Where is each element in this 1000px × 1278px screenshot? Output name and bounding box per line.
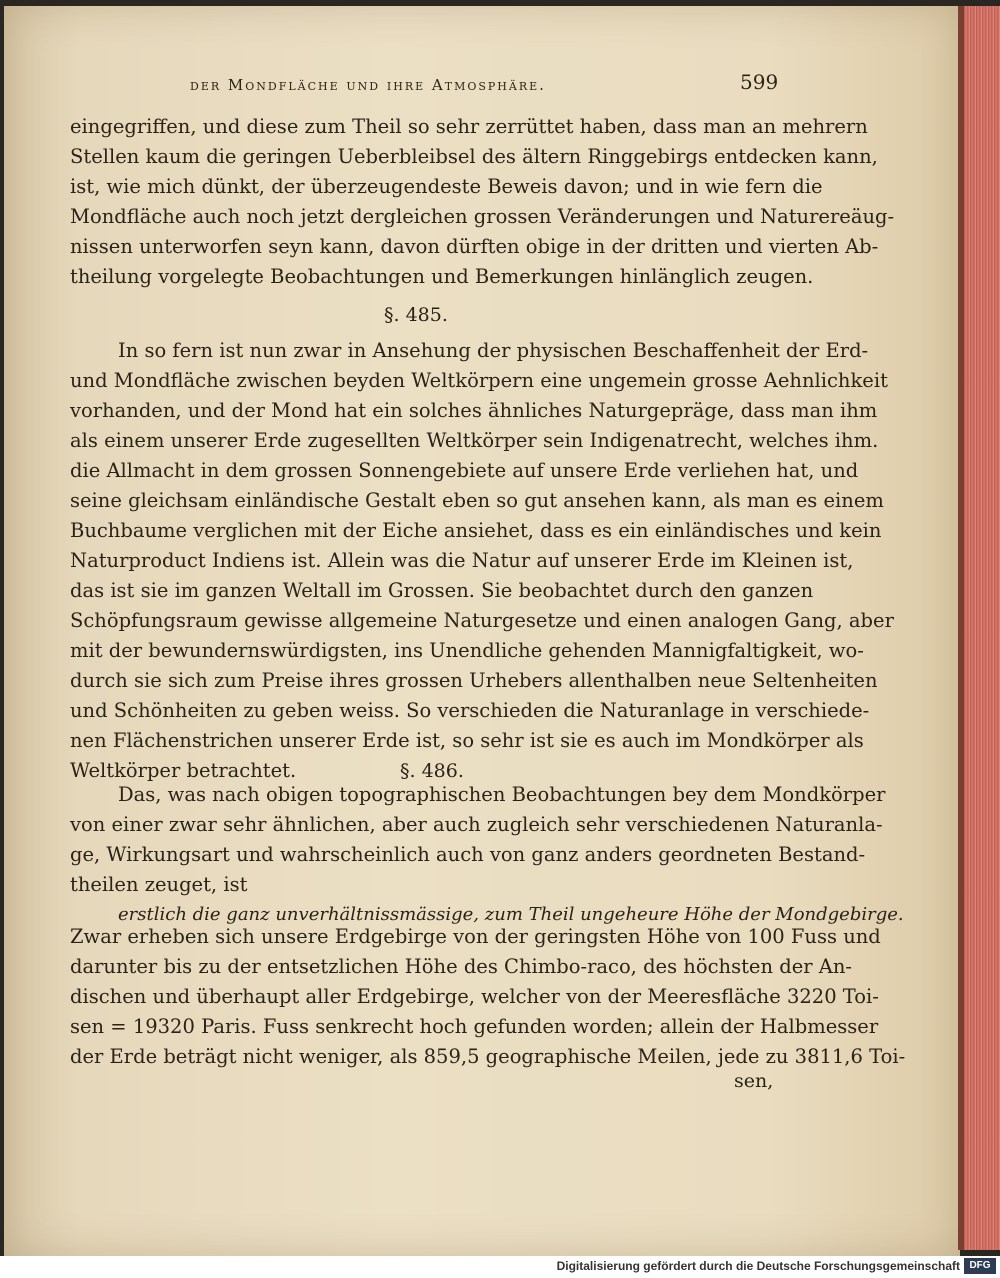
text-line: der Erde beträgt nicht weniger, als 859,5 geographische Meilen, jede zu 3811,6 Toi- xyxy=(70,1045,906,1068)
paragraph-486 xyxy=(70,780,886,900)
page-number: 599 xyxy=(740,70,779,94)
text-line: Zwar erheben sich unsere Erdgebirge von der geringsten Höhe von 100 Fuss und xyxy=(70,925,881,948)
paragraph-continuation xyxy=(70,112,895,292)
text-line: ge, Wirkungsart und wahrscheinlich auch von ganz anders geordneten Bestand- xyxy=(70,843,866,866)
footer-credit: Digitalisierung gefördert durch die Deutsche Forschungsgemeinschaft xyxy=(556,1259,960,1273)
text-line: durch sie sich zum Preise ihres grossen Urhebers allenthalben neue Seltenheiten xyxy=(70,669,878,692)
text-line: Schöpfungsraum gewisse allgemeine Naturgesetze und einen analogen Gang, aber xyxy=(70,609,894,632)
text-line: ist, wie mich dünkt, der überzeugendeste Beweis davon; und in wie fern die xyxy=(70,175,823,198)
text-line: nissen unterworfen seyn kann, davon dürften obige in der dritten und vierten Ab- xyxy=(70,235,879,258)
text-line: mit der bewundernswürdigsten, ins Unendliche gehenden Mannigfaltigkeit, wo- xyxy=(70,639,864,662)
text-line: die Allmacht in dem grossen Sonnengebiete auf unsere Erde verliehen hat, und xyxy=(70,459,859,482)
text-line: von einer zwar sehr ähnlichen, aber auch zugleich sehr verschiedenen Naturanla- xyxy=(70,813,883,836)
running-head: der Mondfläche und ihre Atmosphäre. xyxy=(190,76,546,94)
text-line: Stellen kaum die geringen Ueberbleibsel des ältern Ringgebirgs entdecken kann, xyxy=(70,145,878,168)
paragraph-485 xyxy=(70,336,894,786)
text-line: vorhanden, und der Mond hat ein solches ähnliches Naturgepräge, dass man ihm xyxy=(70,399,878,422)
dfg-logo: DFG xyxy=(964,1258,996,1274)
section-heading-485: §. 485. xyxy=(384,304,448,326)
text-line: darunter bis zu der entsetzlichen Höhe des Chimbo-raco, des höchsten der An- xyxy=(70,955,852,978)
text-line: Weltkörper betrachtet. xyxy=(70,759,297,782)
text-line: nen Flächenstrichen unserer Erde ist, so sehr ist sie es auch im Mondkörper als xyxy=(70,729,864,752)
text-line: Mondfläche auch noch jetzt dergleichen grossen Veränderungen und Naturereäug- xyxy=(70,205,895,228)
text-line: das ist sie im ganzen Weltall im Grossen. Sie beobachtet durch den ganzen xyxy=(70,579,814,602)
footer-bar xyxy=(0,1256,1000,1278)
text-line: theilen zeuget, ist xyxy=(70,873,248,896)
text-line: seine gleichsam einländische Gestalt eben so gut ansehen kann, als man es einem xyxy=(70,489,884,512)
page-edges xyxy=(958,6,1000,1250)
text-line: eingegriffen, und diese zum Theil so sehr zerrüttet haben, dass man an mehrern xyxy=(70,115,868,138)
section-heading-486: §. 486. xyxy=(400,760,464,782)
text-line: und Schönheiten zu geben weiss. So verschieden die Naturanlage in verschiede- xyxy=(70,699,870,722)
text-line: sen = 19320 Paris. Fuss senkrecht hoch gefunden worden; allein der Halbmesser xyxy=(70,1015,879,1038)
text-line: erstlich die ganz unverhältnissmässige, zum Theil ungeheure Höhe der Mondgebirge. xyxy=(118,904,904,925)
paragraph-mountains xyxy=(70,922,906,1072)
text-line: In so fern ist nun zwar in Ansehung der physischen Beschaffenheit der Erd- xyxy=(118,339,869,362)
text-line: theilung vorgelegte Beobachtungen und Bemerkungen hinlänglich zeugen. xyxy=(70,265,814,288)
text-line: Buchbaume verglichen mit der Eiche ansiehet, dass es ein einländisches und kein xyxy=(70,519,882,542)
text-line: dischen und überhaupt aller Erdgebirge, welcher von der Meeresfläche 3220 Toi- xyxy=(70,985,879,1008)
text-line: Das, was nach obigen topographischen Beobachtungen bey dem Mondkörper xyxy=(118,783,886,806)
text-line: und Mondfläche zwischen beyden Weltkörpern eine ungemein grosse Aehnlichkeit xyxy=(70,369,888,392)
catchword: sen, xyxy=(734,1070,774,1092)
text-line: Naturproduct Indiens ist. Allein was die Natur auf unserer Erde im Kleinen ist, xyxy=(70,549,854,572)
text-line: als einem unserer Erde zugesellten Weltkörper sein Indigenatrecht, welches ihm. xyxy=(70,429,879,452)
